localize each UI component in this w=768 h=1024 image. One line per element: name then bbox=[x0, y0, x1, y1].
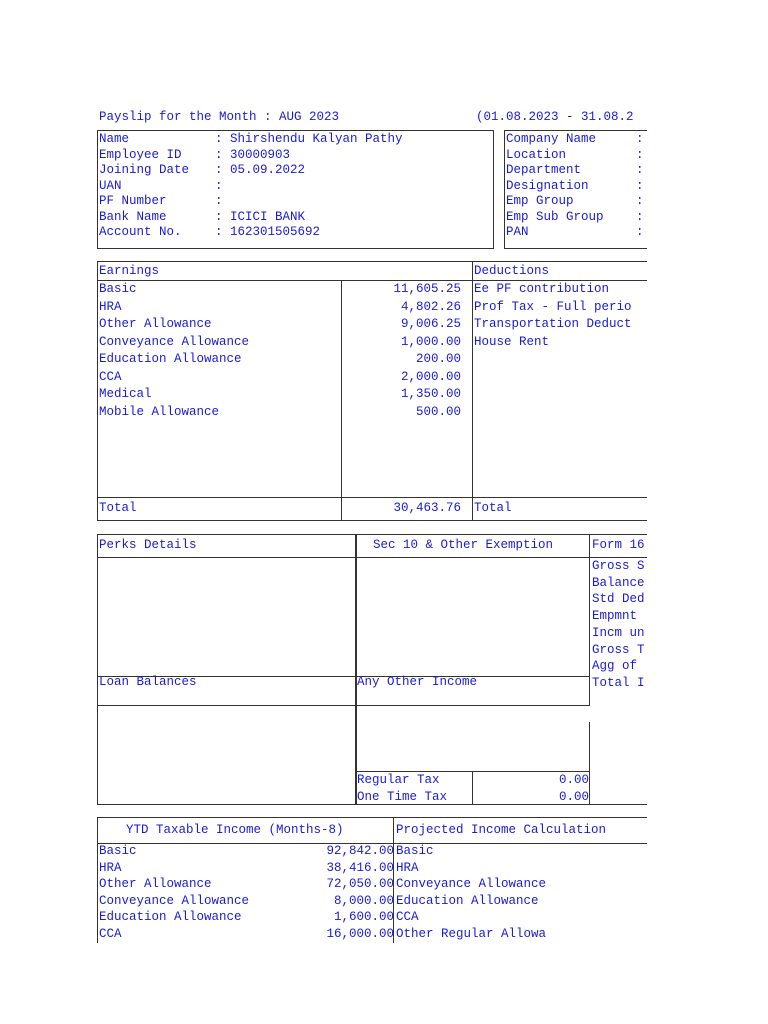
ytd-item: Conveyance Allowance bbox=[99, 893, 250, 908]
earning-amount: 200.00 bbox=[415, 352, 461, 366]
ytd-item: HRA bbox=[99, 860, 122, 875]
pf-number-value: : bbox=[215, 194, 223, 208]
earning-amount: 2,000.00 bbox=[400, 369, 461, 384]
employee-label: Name bbox=[99, 132, 130, 146]
payslip-period: (01.08.2023 - 31.08.2 bbox=[476, 110, 634, 124]
projected-item: CCA bbox=[396, 910, 419, 924]
form16-item: Std Ded bbox=[592, 592, 645, 607]
form16-item: Total I bbox=[592, 675, 645, 690]
loan-header-bottom-divider bbox=[97, 705, 590, 706]
deduction-item: House Rent bbox=[474, 334, 550, 349]
form16-item: Balance bbox=[592, 575, 645, 590]
employee-label: Account No. bbox=[99, 225, 182, 239]
payslip-title: Payslip for the Month : AUG 2023 bbox=[99, 110, 340, 124]
ytd-amount: 92,842.00 bbox=[326, 844, 394, 858]
deductions-total-label: Total bbox=[474, 501, 512, 515]
tax-top-divider bbox=[356, 771, 590, 772]
other-income-header: Any Other Income bbox=[357, 675, 478, 689]
deduction-item: Ee PF contribution bbox=[474, 282, 610, 296]
employee-label: UAN bbox=[99, 178, 122, 193]
employee-id-value: : 30000903 bbox=[215, 147, 291, 162]
perks-details-header: Perks Details bbox=[99, 538, 197, 552]
account-no-value: : 162301505692 bbox=[215, 225, 321, 239]
ytd-amount: 38,416.00 bbox=[326, 860, 394, 875]
company-label: Emp Group bbox=[506, 194, 574, 208]
ytd-amount: 72,050.00 bbox=[326, 877, 394, 891]
earnings-total-label: Total bbox=[99, 501, 137, 515]
loan-balances-header: Loan Balances bbox=[99, 675, 197, 689]
earning-item: Mobile Allowance bbox=[99, 404, 220, 419]
employee-label: PF Number bbox=[99, 194, 167, 208]
employee-label: Bank Name bbox=[99, 209, 167, 224]
earnings-deductions-divider bbox=[472, 261, 473, 521]
projected-item: Other Regular Allowa bbox=[396, 926, 547, 941]
ytd-item: Basic bbox=[99, 844, 137, 858]
company-label: Location bbox=[506, 147, 567, 162]
company-value: : bbox=[636, 225, 644, 239]
company-value: : bbox=[636, 163, 644, 177]
ytd-amount: 16,000.00 bbox=[326, 926, 394, 941]
company-value: : bbox=[636, 147, 644, 162]
form16-item: Gross T bbox=[592, 642, 645, 657]
ytd-header: YTD Taxable Income (Months-8) bbox=[126, 823, 344, 837]
company-value: : bbox=[636, 178, 644, 193]
perks-header-divider bbox=[97, 557, 647, 558]
other-income-right-divider-top bbox=[589, 676, 590, 706]
regular-tax-label: Regular Tax bbox=[357, 773, 440, 787]
form16-item: Incm un bbox=[592, 625, 645, 640]
company-label: PAN bbox=[506, 225, 529, 239]
ytd-item: Other Allowance bbox=[99, 877, 212, 891]
one-time-tax-value: 0.00 bbox=[558, 790, 589, 804]
sec10-box bbox=[356, 534, 590, 677]
company-label: Department bbox=[506, 163, 582, 177]
earnings-total-value: 30,463.76 bbox=[393, 501, 461, 515]
ytd-item: CCA bbox=[99, 926, 122, 941]
ytd-amount: 8,000.00 bbox=[333, 893, 394, 908]
earning-item: Medical bbox=[99, 387, 152, 401]
earning-item: Education Allowance bbox=[99, 352, 242, 366]
form16-header: Form 16 bbox=[592, 538, 645, 552]
form16-item: Empmnt bbox=[592, 609, 638, 624]
ytd-item: Education Allowance bbox=[99, 910, 242, 924]
employee-label: Joining Date bbox=[99, 163, 190, 177]
company-value: : bbox=[636, 132, 644, 146]
ytd-left-border bbox=[97, 843, 98, 943]
company-label: Company Name bbox=[506, 132, 597, 146]
earning-amount: 11,605.25 bbox=[393, 282, 461, 296]
projected-item: Education Allowance bbox=[396, 893, 539, 908]
projected-item: Basic bbox=[396, 844, 434, 858]
earnings-header: Earnings bbox=[99, 264, 160, 278]
projected-item: Conveyance Allowance bbox=[396, 877, 547, 891]
earnings-total-divider bbox=[97, 497, 647, 498]
earning-item: CCA bbox=[99, 369, 122, 384]
earning-item: HRA bbox=[99, 299, 122, 314]
perks-box bbox=[97, 534, 356, 805]
company-value: : bbox=[636, 209, 644, 224]
tax-value-divider bbox=[472, 771, 473, 805]
earning-amount: 9,006.25 bbox=[400, 317, 461, 331]
ytd-amount: 1,600.00 bbox=[333, 910, 394, 924]
sec10-header: Sec 10 & Other Exemption bbox=[373, 538, 554, 552]
uan-value: : bbox=[215, 178, 223, 193]
form16-item: Agg of bbox=[592, 659, 638, 674]
deductions-header: Deductions bbox=[474, 264, 550, 278]
employee-name-value: : Shirshendu Kalyan Pathy bbox=[215, 132, 403, 146]
earnings-header-divider bbox=[97, 280, 647, 281]
regular-tax-value: 0.00 bbox=[558, 773, 589, 787]
earning-amount: 1,000.00 bbox=[400, 334, 461, 349]
earning-amount: 1,350.00 bbox=[400, 387, 461, 401]
one-time-tax-label: One Time Tax bbox=[357, 790, 448, 804]
earning-amount: 500.00 bbox=[415, 404, 461, 419]
deduction-item: Prof Tax - Full perio bbox=[474, 299, 632, 314]
company-label: Emp Sub Group bbox=[506, 209, 604, 224]
earning-item: Other Allowance bbox=[99, 317, 212, 331]
employee-label: Employee ID bbox=[99, 147, 182, 162]
projected-header: Projected Income Calculation bbox=[396, 823, 607, 837]
company-value: : bbox=[636, 194, 644, 208]
form16-item: Gross S bbox=[592, 559, 645, 573]
projected-item: HRA bbox=[396, 860, 419, 875]
company-label: Designation bbox=[506, 178, 589, 193]
earnings-amount-divider bbox=[341, 280, 342, 521]
bank-name-value: : ICICI BANK bbox=[215, 209, 306, 224]
tax-right-divider bbox=[589, 722, 590, 805]
joining-date-value: : 05.09.2022 bbox=[215, 163, 306, 177]
earning-item: Conveyance Allowance bbox=[99, 334, 250, 349]
earning-item: Basic bbox=[99, 282, 137, 296]
deduction-item: Transportation Deduct bbox=[474, 317, 632, 331]
earning-amount: 4,802.26 bbox=[400, 299, 461, 314]
